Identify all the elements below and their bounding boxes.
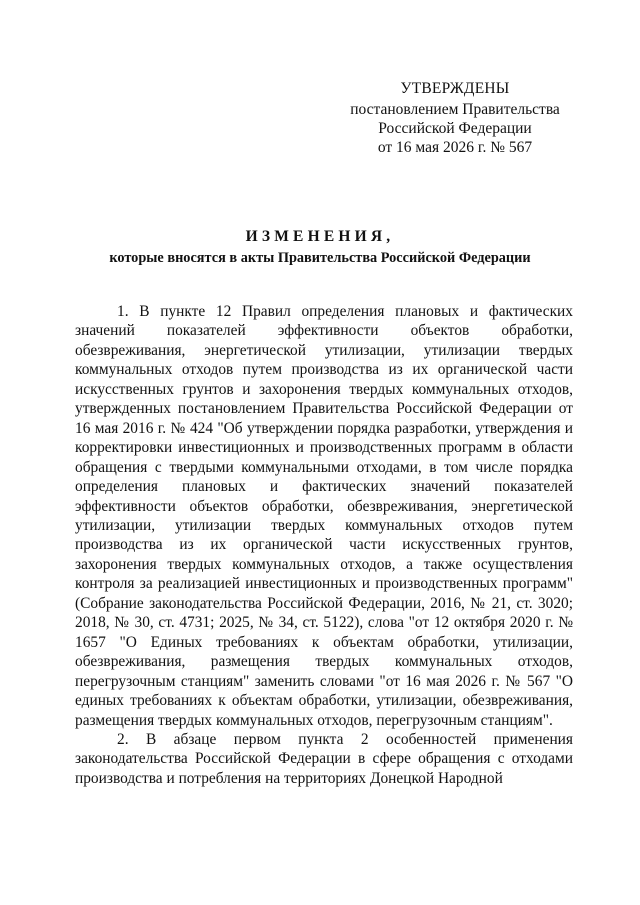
document-body xyxy=(75,302,573,788)
paragraph-text: В пункте 12 Правил определения плановых и фактических значений показателей эффективности объектов обработки, обезвреживания, энергетической утилизации, утилизации твердых коммунальных отходов путем производства из их органической части искусственных грунтов и захоронения твердых коммунальных отходов, утвержденных постановлением Правительства Российской Федерации от 16 мая 2016 г. № 424 "Об утверждении порядка разработки, утверждения и корректировки инвестиционных и производственных программ в области обращения с твердыми коммунальными отходами, в том числе порядка определения плановых и фактических значений показателей эффективности объектов обработки, обезвреживания, энергетической утилизации, утилизации твердых коммунальных отходов путем производства из их органической части искусственных грунтов, захоронения твердых коммунальных отходов, а также осуществления контроля за реализацией инвестиционных и производственных программ" (Собрание законодательства Российской Федерации, 2016, № 21, ст. 3020; 2018, № 30, ст. 4731; 2025, № 34, ст. 5122), слова "от 12 октября 2020 г. № 1657 "О Единых требованиях к объектам обработки, утилизации, обезвреживания, размещения твердых коммунальных отходов, перегрузочным станциям" заменить словами "от 16 мая 2026 г. № 567 "О единых требованиях к объектам обработки, утилизации, обезвреживания, размещения твердых коммунальных отходов, перегрузочным станциям". xyxy=(75,303,573,729)
paragraph-text: В абзаце первом пункта 2 особенностей применения законодательства Российской Федерации в сфере обращения с отходами производства и потребления на территориях Донецкой Народной xyxy=(75,730,573,787)
paragraph-2 xyxy=(75,730,573,788)
approval-stamp xyxy=(340,79,570,157)
approval-line: постановлением Правительства xyxy=(350,101,560,118)
paragraph-number: 2. xyxy=(117,730,129,748)
paragraph-1 xyxy=(75,302,573,730)
paragraph-number: 1. xyxy=(117,303,129,320)
approval-date-line: от 16 мая 2026 г. № 567 xyxy=(377,139,533,156)
approval-title: УТВЕРЖДЕНЫ xyxy=(400,80,510,97)
document-subtitle: которые вносятся в акты Правительства Российской Федерации xyxy=(109,250,531,266)
document-title: ИЗМЕНЕНИЯ, xyxy=(245,228,395,245)
approval-line: Российской Федерации xyxy=(378,120,532,137)
